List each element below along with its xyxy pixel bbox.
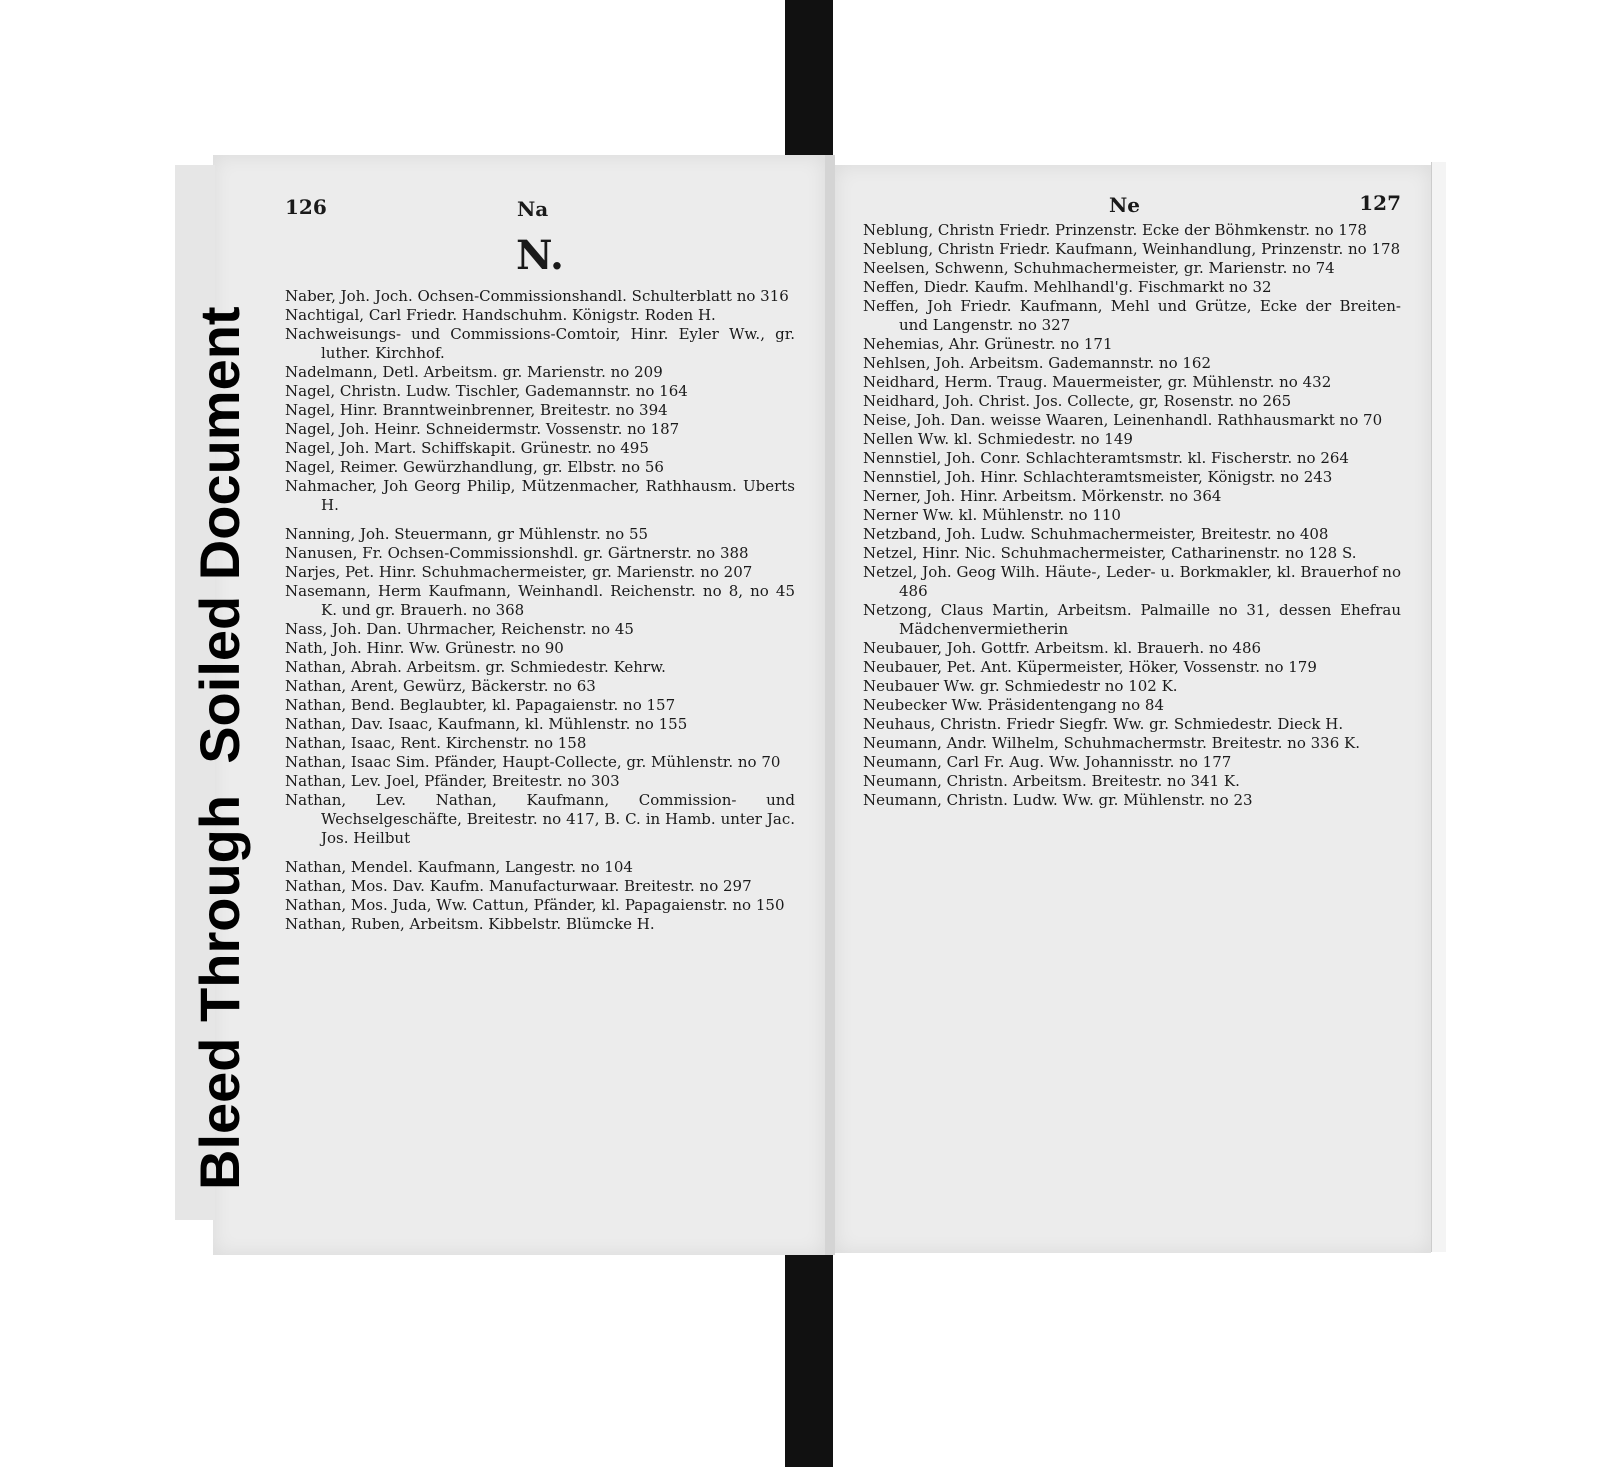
list-item: Neumann, Carl Fr. Aug. Ww. Johannisstr. no 177 [863, 753, 1232, 771]
list-item: Nagel, Joh. Mart. Schiffskapit. Grünestr. no 495 [285, 439, 649, 457]
list-item: Nathan, Dav. Isaac, Kaufmann, kl. Mühlenstr. no 155 [285, 715, 688, 733]
list-item: Nathan, Arent, Gewürz, Bäckerstr. no 63 [285, 677, 596, 695]
list-item: Nennstiel, Joh. Hinr. Schlachteramtsmeister, Königstr. no 243 [863, 468, 1333, 486]
list-item: Neidhard, Herm. Traug. Mauermeister, gr. Mühlenstr. no 432 [863, 373, 1332, 391]
right-running-head: Ne [1109, 193, 1141, 217]
left-running-head: Na [517, 197, 549, 221]
list-item: Neumann, Andr. Wilhelm, Schuhmachermstr. Breitestr. no 336 K. [863, 734, 1361, 752]
list-item: Neblung, Christn Friedr. Kaufmann, Weinhandlung, Prinzenstr. no 178 [863, 240, 1401, 258]
list-item: Nathan, Mendel. Kaufmann, Langestr. no 104 [285, 858, 633, 876]
right-entry-list [863, 221, 1401, 810]
list-item: Neubecker Ww. Präsidentengang no 84 [863, 696, 1164, 714]
list-item: Nasemann, Herm Kaufmann, Weinhandl. Reichenstr. no 8, no 45 K. und gr. Brauerh. no 368 [285, 582, 795, 619]
list-item: Neumann, Christn. Arbeitsm. Breitestr. no 341 K. [863, 772, 1240, 790]
list-item: Netzong, Claus Martin, Arbeitsm. Palmaille no 31, dessen Ehefrau Mädchenvermietherin [863, 601, 1401, 638]
list-item: Nagel, Reimer. Gewürzhandlung, gr. Elbstr. no 56 [285, 458, 664, 476]
list-item: Nagel, Christn. Ludw. Tischler, Gademannstr. no 164 [285, 382, 688, 400]
list-item: Nanusen, Fr. Ochsen-Commissionshdl. gr. Gärtnerstr. no 388 [285, 544, 749, 562]
list-item: Neblung, Christn Friedr. Prinzenstr. Ecke der Böhmkenstr. no 178 [863, 221, 1367, 239]
list-item: Netzel, Joh. Geog Wilh. Häute-, Leder- u. Borkmakler, kl. Brauerhof no 486 [863, 563, 1401, 600]
list-item: Neubauer, Joh. Gottfr. Arbeitsm. kl. Brauerh. no 486 [863, 639, 1262, 657]
list-item: Nerner Ww. kl. Mühlenstr. no 110 [863, 506, 1121, 524]
list-item: Nathan, Lev. Joel, Pfänder, Breitestr. no 303 [285, 772, 620, 790]
binding-strip-bottom [785, 1242, 833, 1467]
list-item: Nehemias, Ahr. Grünestr. no 171 [863, 335, 1113, 353]
list-item: Nadelmann, Detl. Arbeitsm. gr. Marienstr. no 209 [285, 363, 663, 381]
list-item: Neidhard, Joh. Christ. Jos. Collecte, gr, Rosenstr. no 265 [863, 392, 1292, 410]
list-item: Nehlsen, Joh. Arbeitsm. Gademannstr. no 162 [863, 354, 1212, 372]
list-item: Narjes, Pet. Hinr. Schuhmachermeister, gr. Marienstr. no 207 [285, 563, 753, 581]
list-item: Nathan, Bend. Beglaubter, kl. Papagaienstr. no 157 [285, 696, 676, 714]
list-item: Neubauer, Pet. Ant. Küpermeister, Höker, Vossenstr. no 179 [863, 658, 1317, 676]
list-item: Nachtigal, Carl Friedr. Handschuhm. Königstr. Roden H. [285, 306, 716, 324]
list-item: Neumann, Christn. Ludw. Ww. gr. Mühlenstr. no 23 [863, 791, 1253, 809]
list-item: Neise, Joh. Dan. weisse Waaren, Leinenhandl. Rathhausmarkt no 70 [863, 411, 1383, 429]
list-item: Nagel, Hinr. Branntweinbrenner, Breitestr. no 394 [285, 401, 668, 419]
list-item: Nass, Joh. Dan. Uhrmacher, Reichenstr. no 45 [285, 620, 634, 638]
left-entry-list [285, 287, 795, 934]
section-letter: N. [516, 232, 564, 279]
list-item: Nennstiel, Joh. Conr. Schlachteramtsmstr. kl. Fischerstr. no 264 [863, 449, 1349, 467]
list-item: Naber, Joh. Joch. Ochsen-Commissionshandl. Schulterblatt no 316 [285, 287, 789, 305]
list-item: Nathan, Ruben, Arbeitsm. Kibbelstr. Blümcke H. [285, 915, 655, 933]
list-item: Neuhaus, Christn. Friedr Siegfr. Ww. gr. Schmiedestr. Dieck H. [863, 715, 1344, 733]
list-item: Nathan, Abrah. Arbeitsm. gr. Schmiedestr. Kehrw. [285, 658, 666, 676]
right-page-number: 127 [1359, 191, 1401, 215]
condition-stamp: Bleed Through Soiled Document [188, 306, 251, 1190]
list-item: Neffen, Joh Friedr. Kaufmann, Mehl und Grütze, Ecke der Breiten- und Langenstr. no 327 [863, 297, 1401, 334]
list-item: Neffen, Diedr. Kaufm. Mehlhandl'g. Fischmarkt no 32 [863, 278, 1272, 296]
list-item: Netzel, Hinr. Nic. Schuhmachermeister, Catharinenstr. no 128 S. [863, 544, 1357, 562]
list-item: Netzband, Joh. Ludw. Schuhmachermeister, Breitestr. no 408 [863, 525, 1329, 543]
list-item: Neelsen, Schwenn, Schuhmachermeister, gr. Marienstr. no 74 [863, 259, 1335, 277]
binding-strip-top [785, 0, 833, 155]
list-item: Nathan, Isaac Sim. Pfänder, Haupt-Collecte, gr. Mühlenstr. no 70 [285, 753, 781, 771]
list-item: Nachweisungs- und Commissions-Comtoir, Hinr. Eyler Ww., gr. luther. Kirchhof. [285, 325, 795, 362]
list-item: Nahmacher, Joh Georg Philip, Mützenmacher, Rathhausm. Uberts H. [285, 477, 795, 514]
list-item: Nellen Ww. kl. Schmiedestr. no 149 [863, 430, 1133, 448]
page-edge-right [1431, 162, 1446, 1252]
list-item: Neubauer Ww. gr. Schmiedestr no 102 K. [863, 677, 1178, 695]
list-item: Nathan, Lev. Nathan, Kaufmann, Commission- und Wechselgeschäfte, Breitestr. no 417, B. C. in Hamb. unter Jac. Jos. Heilbut [285, 791, 795, 847]
right-page [835, 165, 1431, 1253]
left-page-header [285, 195, 795, 225]
list-item: Nanning, Joh. Steuermann, gr Mühlenstr. no 55 [285, 525, 649, 543]
list-item: Nagel, Joh. Heinr. Schneidermstr. Vossenstr. no 187 [285, 420, 680, 438]
left-page [213, 155, 825, 1255]
page-gutter [825, 155, 835, 1255]
list-item: Nerner, Joh. Hinr. Arbeitsm. Mörkenstr. no 364 [863, 487, 1222, 505]
list-item: Nathan, Mos. Juda, Ww. Cattun, Pfänder, kl. Papagaienstr. no 150 [285, 896, 785, 914]
list-item: Nath, Joh. Hinr. Ww. Grünestr. no 90 [285, 639, 564, 657]
left-page-number: 126 [285, 195, 327, 219]
list-item: Nathan, Mos. Dav. Kaufm. Manufacturwaar. Breitestr. no 297 [285, 877, 752, 895]
list-item: Nathan, Isaac, Rent. Kirchenstr. no 158 [285, 734, 587, 752]
right-page-header [863, 191, 1401, 221]
